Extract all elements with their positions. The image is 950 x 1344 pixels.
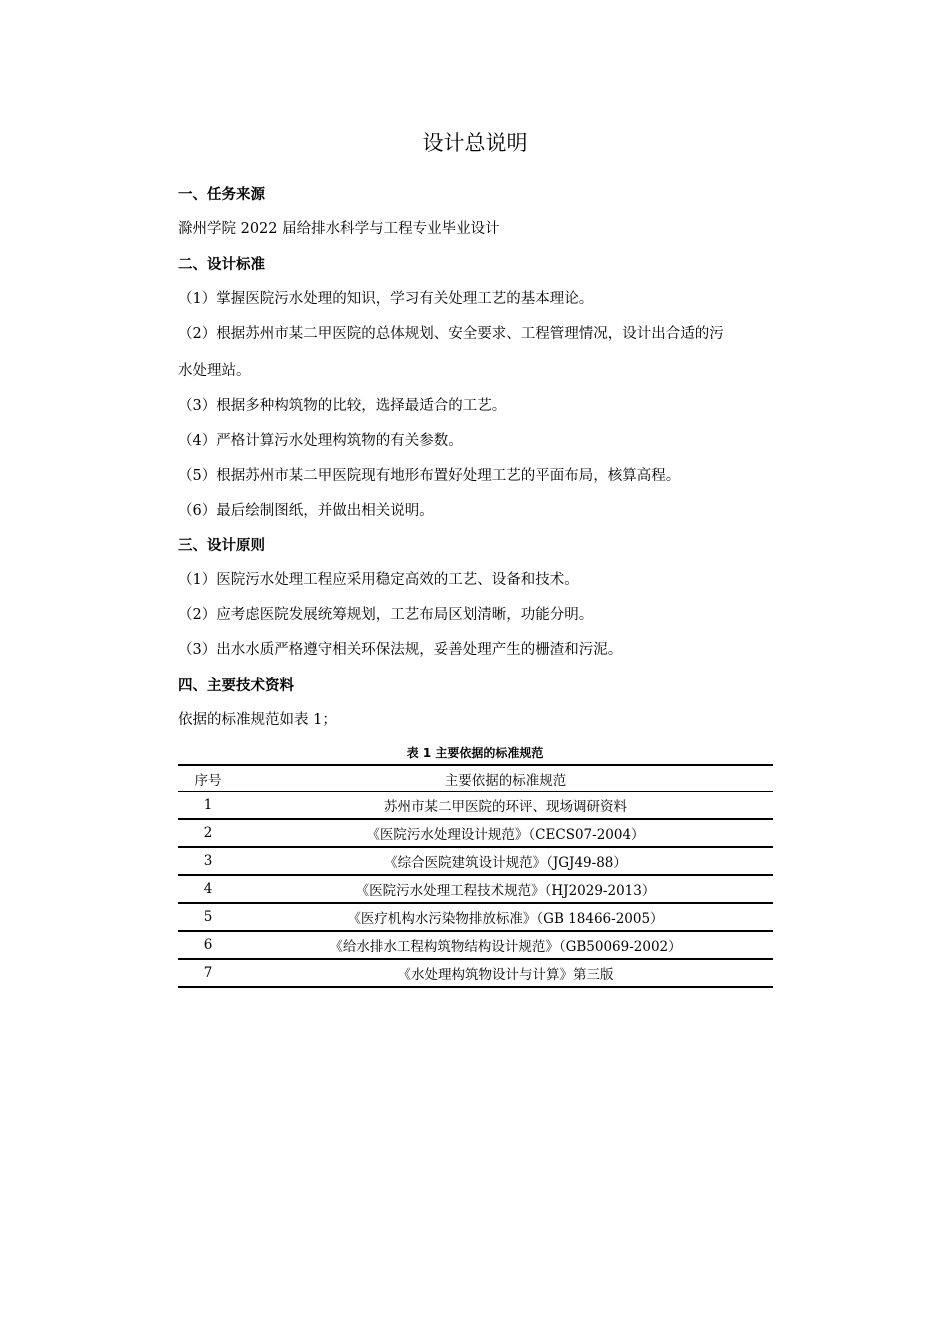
- row-standard-cell: 《医疗机构水污染物排放标准》（GB 18466-2005）: [347, 911, 664, 927]
- section-heading-design-principles: 三、设计原则: [178, 538, 265, 554]
- row-standard-cell: 《水处理构筑物设计与计算》第三版: [397, 967, 614, 983]
- paragraph-line: （1）医院污水处理工程应采用稳定高效的工艺、设备和技术。: [178, 572, 579, 588]
- table-row: [178, 875, 773, 903]
- column-header-standard: 主要依据的标准规范: [444, 772, 567, 789]
- table-row: [178, 847, 773, 875]
- row-standard-cell: 苏州市某二甲医院的环评、现场调研资料: [384, 799, 627, 815]
- table-row: [178, 819, 773, 847]
- table-row: [178, 931, 773, 959]
- table-row: [178, 903, 773, 931]
- table-row: [178, 792, 773, 820]
- row-standard-cell: 《综合医院建筑设计规范》（JGJ49-88）: [384, 855, 627, 871]
- paragraph-line: （2）根据苏州市某二甲医院的总体规划、安全要求、工程管理情况，设计出合适的污: [178, 326, 724, 342]
- row-index-cell: 3: [203, 853, 213, 869]
- row-index-cell: 6: [203, 937, 213, 953]
- paragraph-line: （6）最后绘制图纸，并做出相关说明。: [178, 503, 434, 519]
- paragraph-line: （4）严格计算污水处理构筑物的有关参数。: [178, 433, 463, 449]
- row-index-cell: 4: [203, 881, 213, 897]
- table-row: [178, 959, 773, 987]
- paragraph-line: 依据的标准规范如表 1；: [178, 712, 337, 728]
- column-header-index: 序号: [194, 772, 222, 789]
- row-index-cell: 5: [203, 909, 213, 925]
- page-title: 设计总说明: [422, 131, 528, 155]
- paragraph-line: （5）根据苏州市某二甲医院现有地形布置好处理工艺的平面布局，核算高程。: [178, 468, 681, 484]
- row-standard-cell: 《医院污水处理设计规范》（CECS07-2004）: [366, 827, 645, 843]
- row-standard-cell: 《医院污水处理工程技术规范》（HJ2029-2013）: [355, 883, 656, 899]
- paragraph-line: 水处理站。: [178, 363, 251, 379]
- paragraph-line: （1）掌握医院污水处理的知识，学习有关处理工艺的基本理论。: [178, 291, 594, 307]
- section-heading-design-standards: 二、设计标准: [178, 257, 265, 273]
- row-standard-cell: 《给水排水工程构筑物结构设计规范》（GB50069-2002）: [329, 939, 682, 955]
- paragraph-line: （3）出水水质严格遵守相关环保法规，妥善处理产生的栅渣和污泥。: [178, 642, 623, 658]
- paragraph-line: （3）根据多种构筑物的比较，选择最适合的工艺。: [178, 398, 507, 414]
- section-heading-task-source: 一、任务来源: [178, 187, 265, 203]
- paragraph-line: （2）应考虑医院发展统筹规划，工艺布局区划清晰，功能分明。: [178, 607, 594, 623]
- paragraph-line: 滁州学院 2022 届给排水科学与工程专业毕业设计: [178, 221, 500, 237]
- row-index-cell: 7: [203, 965, 213, 981]
- row-index-cell: 1: [203, 797, 213, 813]
- table-caption: 表 1 主要依据的标准规范: [406, 746, 544, 760]
- standards-table: [178, 764, 773, 988]
- table-header-row: [178, 765, 773, 792]
- row-index-cell: 2: [203, 825, 213, 841]
- section-heading-technical-data: 四、主要技术资料: [178, 678, 294, 694]
